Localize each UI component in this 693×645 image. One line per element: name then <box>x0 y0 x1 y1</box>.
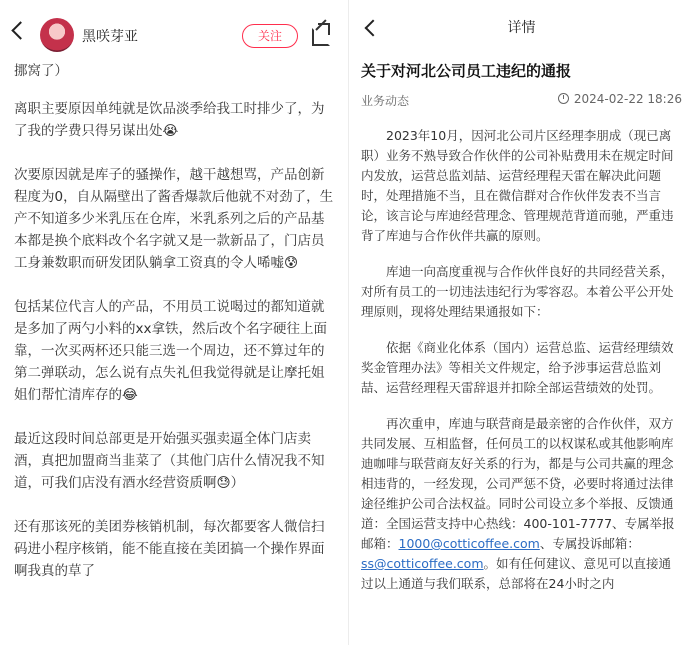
detail-header <box>349 0 693 48</box>
notice-text: 、专属投诉邮箱： <box>539 536 640 551</box>
post-paragraph: 还有那该死的美团券核销机制，每次都要客人微信扫码进小程序核销，能不能直接在美团搞一个操作界面啊我真的草了 <box>14 519 325 579</box>
back-icon[interactable] <box>11 21 29 39</box>
username[interactable]: 黑咲芽亚 <box>82 29 138 45</box>
notice-date <box>558 92 682 106</box>
notice-text: 。如有任何建议、意见可以直接通过以上通道与我们联系，总部将在24小时之内 <box>361 556 672 591</box>
notice-text: 再次重申，库迪与联营商是最亲密的合作伙伴，双方共同发展、互相监督，任何员工的以权谋私或其他影响库迪咖啡与联营商友好关系的行为，都是与公司共赢的理念相违背的，一经发现，公司严惩不贷，必要时将通过法律途径维护公司合法权益。同时公司设立多个举报、反馈通道：全国运营支持中心热线：400-101-7777、专属举报邮箱： <box>361 416 675 551</box>
post-body <box>14 60 334 604</box>
post-paragraph: 挪窝了） <box>14 63 68 79</box>
post-paragraph: 包括某位代言人的产品，不用员工说喝过的都知道就是多加了两勺小料的xx拿铁，然后改个名字硬往上面靠，一次买两杯还只能三选一个周边，还不算过年的第二弹联动，怎么说有点失礼但我觉得就是让摩托姐姐们帮忙清库存的😂 <box>14 299 327 403</box>
clock-icon <box>558 93 569 104</box>
notice-paragraph: 库迪一向高度重视与合作伙伴良好的共同经营关系，对所有员工的一切违法违纪行为零容忍。本着公平公开处理原则，现将处理结果通报如下： <box>361 264 674 319</box>
left-post-panel <box>0 0 344 645</box>
notice-body <box>361 126 683 610</box>
right-notice-panel <box>348 0 693 645</box>
complaint-email-link[interactable]: ss@cotticoffee.com <box>361 556 484 571</box>
post-paragraph: 最近这段时间总部更是开始强买强卖逼全体门店卖酒，真把加盟商当韭菜了（其他门店什么情况我不知道，可我们店没有酒水经营资质啊😓） <box>14 431 325 491</box>
notice-paragraph: 依据《商业化体系（国内）运营总监、运营经理绩效奖金管理办法》等相关文件规定，给予涉事运营总监刘喆、运营经理程天雷辞退并扣除全部运营绩效的处罚。 <box>361 340 674 395</box>
report-email-link[interactable]: 1000@cotticoffee.com <box>398 536 540 551</box>
post-paragraph: 离职主要原因单纯就是饮品淡季给我工时排少了，为了我的学费只得另谋出处😭 <box>14 101 325 139</box>
notice-paragraph: 2023年10月，因河北公司片区经理李朋成（现已离职）业务不熟导致合作伙伴的公司补贴费用未在规定时间内发放，运营总监刘喆、运营经理程天雷在解决此问题时，处理措施不当，且在微信群对合作伙伴发表不当言论，该言论与库迪经营理念、管理规范背道而驰，严重违背了库迪与合作伙伴共赢的原则。 <box>361 128 674 243</box>
notice-title: 关于对河北公司员工违纪的通报 <box>361 62 572 80</box>
post-paragraph: 次要原因就是库子的骚操作，越干越想骂，产品创新程度为0，自从隔壁出了酱香爆款后他就不对劲了，生产不知道多少米乳压在仓库，米乳系列之后的产品基本都是换个底料改个名字就又是一款新品了，门店员工身兼数职而研发团队躺拿工资真的令人唏嘘😰 <box>14 167 334 271</box>
post-header <box>0 0 344 52</box>
notice-category: 业务动态 <box>361 94 410 108</box>
date-text: 2024-02-22 18:26 <box>573 92 682 106</box>
share-icon[interactable] <box>312 28 330 46</box>
header-title: 详情 <box>507 20 536 36</box>
notice-paragraph <box>361 414 683 594</box>
follow-button[interactable]: 关注 <box>242 24 298 48</box>
avatar[interactable] <box>40 18 74 52</box>
